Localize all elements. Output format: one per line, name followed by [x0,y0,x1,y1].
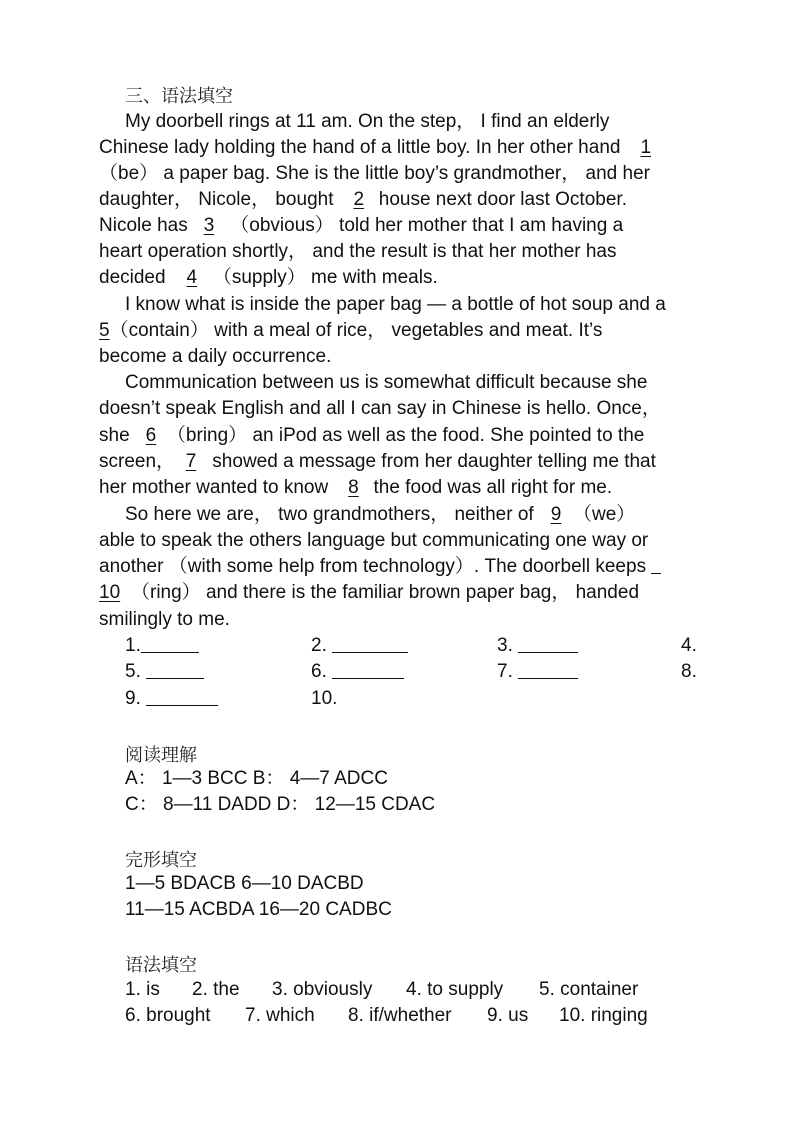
reading-answers: C： 8—11 DADD D： 12—15 CDAC [125,794,436,815]
passage-line: smilingly to me. [99,609,230,630]
blank-7: 7 [185,451,197,472]
grammar-answer: 1. is [125,979,160,1000]
answer-slot: 8. [681,661,697,682]
passage-line: decided 4（supply） me with meals. [99,265,438,291]
passage-line: able to speak the others language but communicating one way or [99,530,649,551]
passage-line: I know what is inside the paper bag — a bottle of hot soup and a [125,294,666,315]
passage-line: screen，7 showed a message from her daughter telling me that [99,449,656,475]
cloze-answers: 11—15 ACBDA 16—20 CADBC [125,899,392,920]
passage-line: another （with some help from technology）. The doorbell keeps [99,554,661,580]
grammar-answer: 6. brought [125,1005,211,1026]
reading-answers: A： 1—3 BCC B： 4—7 ADCC [125,768,388,789]
passage-line: heart operation shortly， and the result is that her mother has [99,241,617,262]
cloze-title: 完形填空 [125,850,197,871]
blank-10: 10 [99,582,121,603]
passage-line: My doorbell rings at 11 am. On the step， I find an elderly [125,111,610,132]
blank-1: 1 [640,137,652,158]
passage-line: Chinese lady holding the hand of a little boy. In her other hand 1 [99,135,666,161]
passage-line: Nicole has 3 （obvious） told her mother that I am having a [99,213,623,239]
passage-line: 10（ring） and there is the familiar brown paper bag， handed [99,580,639,606]
grammar-answer: 2. the [192,979,240,1000]
grammar-answer: 10. ringing [559,1005,648,1026]
grammar-answer: 9. us [487,1005,529,1026]
grammar-answer: 4. to supply [406,979,504,1000]
blank-6: 6 [145,425,157,446]
section-title: 三、语法填空 [125,86,233,107]
grammar-answer: 3. obviously [272,979,373,1000]
answer-slot: 6. [311,659,404,685]
passage-line: her mother wanted to know 8the food was all right for me. [99,475,612,501]
grammar-answer: 7. which [245,1005,315,1026]
blank-3: 3 [203,215,215,236]
answer-slot: 9. [125,686,218,712]
passage-line: daughter， Nicole， bought 2house next door last October. [99,187,627,213]
passage-line: Communication between us is somewhat difficult because she [125,372,648,393]
blank-line [651,555,661,574]
answer-slot: 7. [497,659,578,685]
answer-slot: 4. [681,635,697,656]
answer-slot: 5. [125,659,204,685]
passage-line: 5（contain） with a meal of rice， vegetables and meat. It’s [99,320,603,341]
blank-8: 8 [348,477,359,498]
answer-slot: 2. [311,633,408,659]
passage-line: she 6（bring） an iPod as well as the food. She pointed to the [99,423,644,449]
grammar-answer: 5. container [539,979,639,1000]
passage-line: （be） a paper bag. She is the little boy’s grandmother， and her [99,163,650,184]
grammar-title: 语法填空 [125,955,197,976]
blank-4: 4 [186,267,198,288]
passage-line: become a daily occurrence. [99,346,332,367]
answer-slot: 3. [497,633,578,659]
passage-line: So here we are， two grandmothers， neither of 9（we） [125,502,635,528]
blank-9: 9 [550,504,562,525]
passage-line: doesn’t speak English and all I can say in Chinese is hello. Once， [99,398,661,419]
cloze-answers: 1—5 BDACB 6—10 DACBD [125,873,364,894]
answer-slot: 10. [311,688,338,709]
blank-2: 2 [353,189,365,210]
reading-title: 阅读理解 [125,745,197,766]
grammar-answer: 8. if/whether [348,1005,452,1026]
answer-slot: 1. [125,633,199,659]
blank-5: 5 [99,320,110,341]
